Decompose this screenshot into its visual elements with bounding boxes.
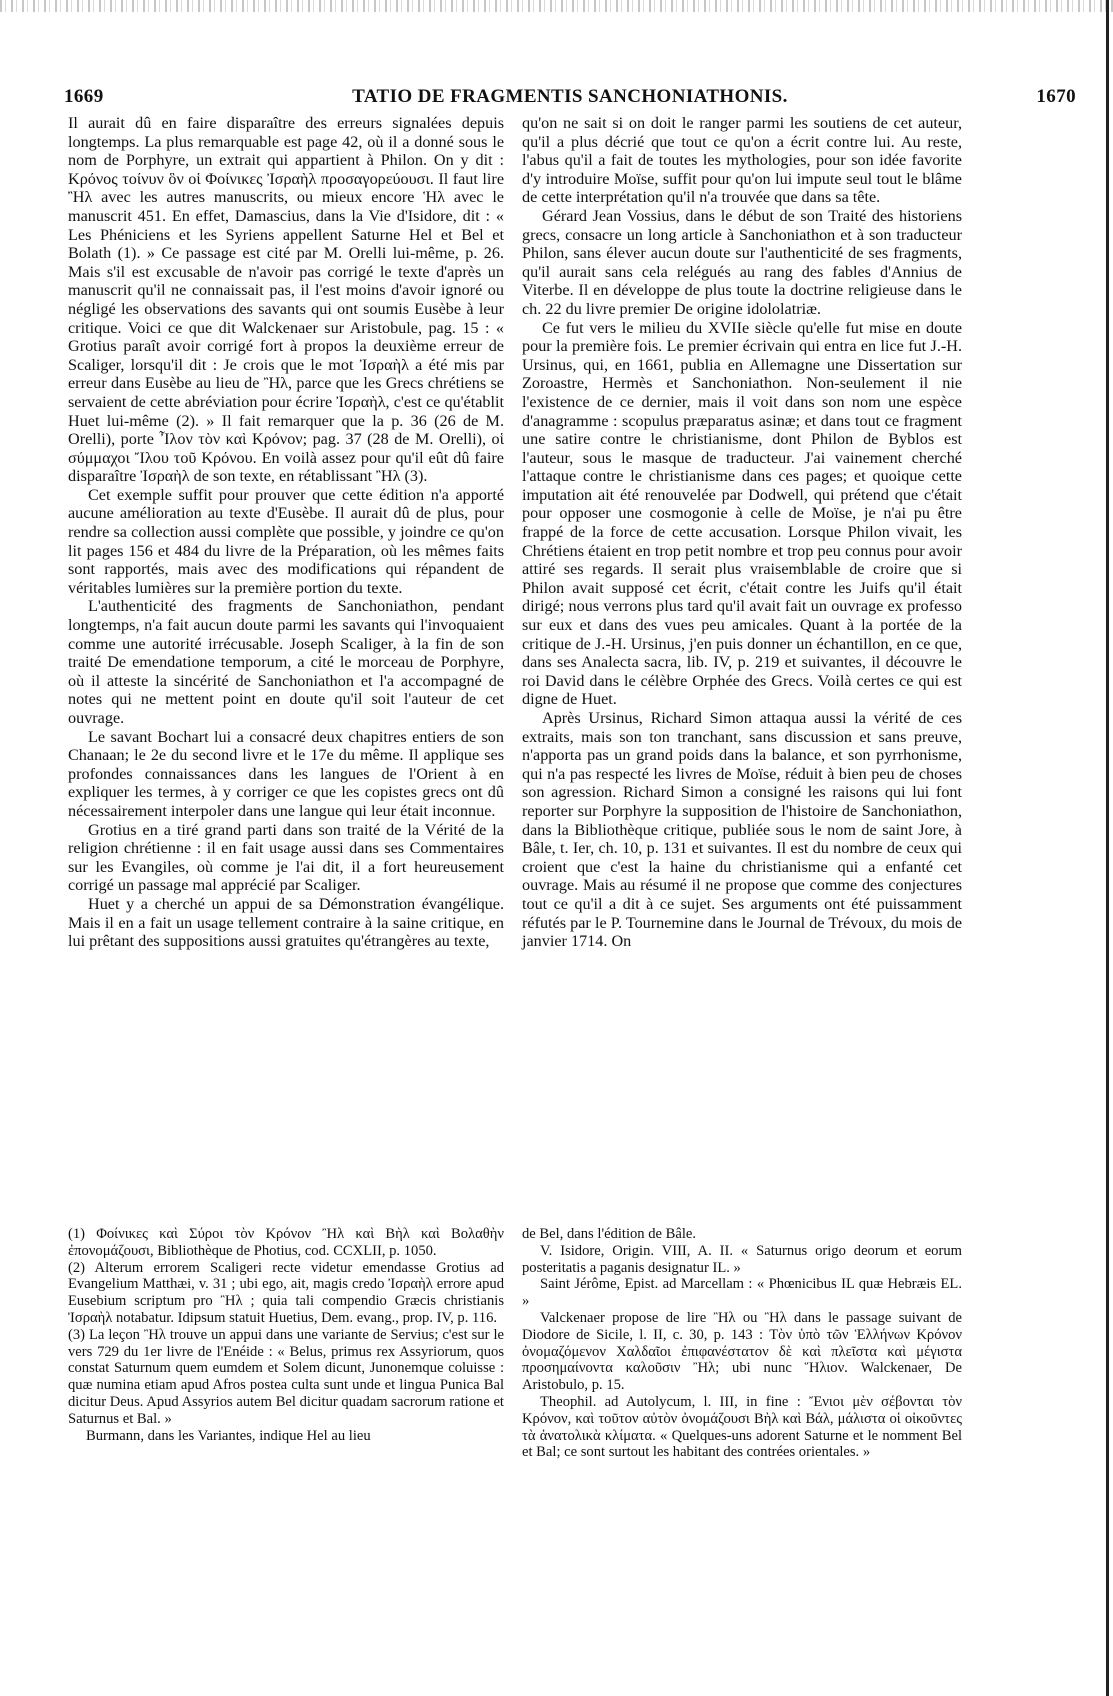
footnotes-left: [68, 1226, 504, 1444]
scan-noise-top: [0, 0, 1113, 12]
footnote: de Bel, dans l'édition de Bâle.: [522, 1226, 697, 1242]
left-column: [68, 114, 504, 951]
paragraph: qu'on ne sait si on doit le ranger parmi les soutiens de cet auteur, qu'il a plus décrié que tout ce qu'on a écrit contre lui. Au reste, l'abus qu'il a fait de toutes les mythologies, pour son idée favorite d'y introduire Moïse, suffit pour qu'on lui impute seul tout le blâme de cette interprétation qu'il n'a trouvée que dans sa tête.: [522, 114, 962, 207]
paragraph: Gérard Jean Vossius, dans le début de son Traité des historiens grecs, consacre un long article à Sanchoniathon et à son traducteur Philon, sans élever aucun doute sur l'authenticité de ses fragments, qu'il aurait sans cela relégués au rang des fables d'Annius de Viterbe. Il en développe de plus toute la doctrine religieuse dans le ch. 22 du livre premier De origine idololatriæ.: [522, 206, 962, 318]
paragraph: Grotius en a tiré grand parti dans son traité de la Vérité de la religion chrétienne : il en fait usage aussi dans ses Commentaires sur les Evangiles, où comme je l'ai dit, il a fort heureusement corrigé un passage mal apprécié par Scaliger.: [68, 820, 504, 895]
footnote: Saint Jérôme, Epist. ad Marcellam : « Phœnicibus IL quæ Hebræis EL. »: [522, 1276, 962, 1310]
footnote: Valckenaer propose de lire Ἢλ ou Ἢλ dans le passage suivant de Diodore de Sicile, l. II, c. 30, p. 143 : Τὸν ὑπὸ τῶν Ἑλλήνων Κρόνον ὀνομαζόμενον Χαλδαῖοι ἐπιφανέστατον δὲ καὶ πλεῖστα καὶ μέγιστα προσημαίνοντα καλοῦσιν Ἢλ; ubi nunc Ἥλιον. Walckenaer, De Aristobulo, p. 15.: [522, 1309, 962, 1394]
footnote: Theophil. ad Autolycum, l. III, in fine : Ἔνιοι μὲν σέβονται τὸν Κρόνον, καὶ τοῦτον αὐτὸν ὀνομάζουσι Βὴλ καὶ Βάλ, μάλιστα οἱ οἰκοῦντες τὰ ἀνατολικὰ κλίματα. « Quelques-uns adorent Saturne et le nomment Bel et Bal; ce sont surtout les habitant des contrées orientales. »: [522, 1393, 962, 1461]
right-column: [522, 114, 962, 951]
page-number-right: 1670: [1036, 86, 1076, 107]
paragraph: Le savant Bochart lui a consacré deux chapitres entiers de son Chanaan; le 2e du second livre et le 17e du même. Il applique ses profondes connaissances dans les langues de l'Orient à en expliquer les termes, à y corriger ce que les copistes grecs ont dû nécessairement interpoler dans une langue qui leur était inconnue.: [68, 727, 504, 820]
running-title: TATIO DE FRAGMENTIS SANCHONIATHONIS.: [352, 86, 788, 107]
footnote: V. Isidore, Origin. VIII, A. II. « Saturnus origo deorum et eorum posteritatis a paganis designatur IL. »: [522, 1242, 962, 1276]
page-number-left: 1669: [64, 86, 104, 107]
paragraph: Cet exemple suffit pour prouver que cette édition n'a apporté aucune amélioration au texte d'Eusèbe. Il aurait dû de plus, pour rendre sa collection aussi complète que possible, y joindre ce qu'on lit pages 156 et 484 du livre de la Préparation, où les mêmes faits sont rapportés, mais avec des modifications qui répandent de véritables lumières sur la première portion du texte.: [68, 485, 504, 597]
running-header: [64, 86, 1076, 114]
footnote: (3) La leçon Ἢλ trouve un appui dans une variante de Servius; c'est sur le vers 729 du 1er livre de l'Enéide : « Belus, primus rex Assyriorum, quos constat Saturnum quem eumdem et Solem dicunt, Junonemque coluisse : quæ numina etiam apud Afros postea culta sunt unde et lingua Punica Bal dicitur Deus. Apud Assyrios autem Bel dicitur quadam sacrorum ratione et Saturnus et Bal. »: [68, 1326, 504, 1427]
footnote: (1) Φοίνικες καὶ Σύροι τὸν Κρόνον Ἢλ καὶ Βὴλ καὶ Βολαθὴν ἐπονομάζουσι, Bibliothèque de Photius, cod. CCXLII, p. 1050.: [68, 1226, 504, 1259]
paragraph: Il aurait dû en faire disparaître des erreurs signalées depuis longtemps. La plus remarquable est page 42, où il a donné sous le nom de Porphyre, un extrait qui appartient à Philon. On y dit : Κρόνος τοίνυν ὃν οἱ Φοίνικες Ἰσραὴλ προσαγορεύουσι. Il faut lire Ἢλ avec les autres manuscrits, ou mieux encore Ἡλ avec le manuscrit 451. En effet, Damascius, dans la Vie d'Isidore, dit : « Les Phéniciens et les Syriens appellent Saturne Hel et Bel et Bolath (1). » Ce passage est cité par M. Orelli lui-même, p. 26. Mais s'il est excusable de n'avoir pas corrigé le texte d'après un manuscrit qu'il ne connaissait pas, il l'est moins d'avoir ignoré ou négligé les observations des savants qui ont soumis Eusèbe à leur critique. Voici ce que dit Walckenaer sur Aristobule, pag. 15 : « Grotius paraît avoir corrigé fort à propos la deuxième erreur de Scaliger, lorsqu'il dit : Je crois que le mot Ἰσραὴλ a été mis par erreur dans Eusèbe au lieu de Ἢλ, parce que les Grecs chrétiens se servaient de cette abréviation pour écrire Ἰσραὴλ, c'est ce qu'établit Huet lui-même (2). » Il fait remarquer que la p. 36 (26 de M. Orelli), porte Ἶλον τὸν καὶ Κρόνον; pag. 37 (28 de M. Orelli), οἱ σύμμαχοι Ἴλου τοῦ Κρόνου. En voilà assez pour qu'il eût dû faire disparaître Ἰσραὴλ de son texte, en rétablissant Ἢλ (3).: [68, 114, 504, 486]
paragraph: Huet y a cherché un appui de sa Démonstration évangélique. Mais il en a fait un usage tellement contraire à la saine critique, en lui prêtant des suppositions aussi gratuites qu'étrangères au texte,: [68, 894, 504, 951]
footnote: (2) Alterum errorem Scaligeri recte videtur emendasse Grotius ad Evangelium Matthæi, v. 31 ; ubi ego, ait, magis credo Ἰσραὴλ errore apud Eusebium scriptum pro Ἢλ ; quia tali compendio Græcis christianis Ἰσραὴλ notabatur. Idipsum statuit Huetius, Dem. evang., prop. IV, p. 116.: [68, 1259, 504, 1326]
scan-edge-right: [1106, 0, 1109, 1696]
paragraph: Ce fut vers le milieu du XVIIe siècle qu'elle fut mise en doute pour la première fois. Le premier écrivain qui entra en lice fut J.-H. Ursinus, qui, en 1661, publia en Allemagne une Dissertation sur Zoroastre, Hermès et Sanchoniathon. Non-seulement il nie l'existence de ce dernier, mais il voit dans son nom une espèce d'anagramme : scopulus præparatus asinæ; et dans tout ce fragment une satire contre le christianisme, dont Philon de Byblos est l'auteur, sous le masque de traducteur. J'ai vainement cherché l'attaque contre le christianisme dans ces pages; et quoique cette imputation ait été renouvelée par Dodwell, qui prétend que c'était pour opposer une cosmogonie à celle de Moïse, je n'ai pu être frappé de la force de cette accusation. Lorsque Philon vivait, les Chrétiens étaient en trop petit nombre et trop peu connus pour avoir attiré ses regards. Il serait plus vraisemblable de croire que si Philon avait supposé cet écrit, c'était contre les Juifs qu'il était dirigé; nous verrons plus tard qu'il avait fait un ouvrage ex professo sur eux et dans des vues peu amicales. Quant à la portée de la critique de J.-H. Ursinus, j'en puis donner un échantillon, en ce que, dans ses Analecta sacra, lib. IV, p. 219 et suivantes, il découvre le roi David dans le célèbre Orphée des Grecs. Voilà certes ce qui est digne de Huet.: [522, 318, 962, 709]
footnotes-right: [522, 1226, 962, 1461]
paragraph: Après Ursinus, Richard Simon attaqua aussi la vérité de ces extraits, mais son ton tranchant, sans discussion et sans preuve, n'apporta pas un grand poids dans la balance, et son pyrrhonisme, qui n'a pas respecté les livres de Moïse, réduit à bien peu de choses son agression. Richard Simon a consigné les raisons qui lui font reporter sur Porphyre la supposition de l'histoire de Sanchoniathon, dans la Bibliothèque critique, publiée sous le nom de saint Jore, à Bâle, t. Ier, ch. 10, p. 131 et suivantes. Il est du nombre de ceux qui croient que c'est la haine du christianisme qui a enfanté cet ouvrage. Mais au résumé il ne propose que comme des conjectures tout ce qu'il a dit à ce sujet. Ses arguments ont été puissamment réfutés par le P. Tournemine dans le Journal de Trévoux, du mois de janvier 1714. On: [522, 709, 962, 951]
paragraph: L'authenticité des fragments de Sanchoniathon, pendant longtemps, n'a fait aucun doute parmi les savants qui l'invoquaient comme une autorité irrécusable. Joseph Scaliger, à la fin de son traité De emendatione temporum, a cité le morceau de Porphyre, où il atteste la sincérité de Sanchoniathon et l'a accompagné de notes qui ne mettent point en doute qu'il soit l'auteur de cet ouvrage.: [68, 597, 504, 727]
footnote: Burmann, dans les Variantes, indique Hel au lieu: [86, 1427, 371, 1444]
